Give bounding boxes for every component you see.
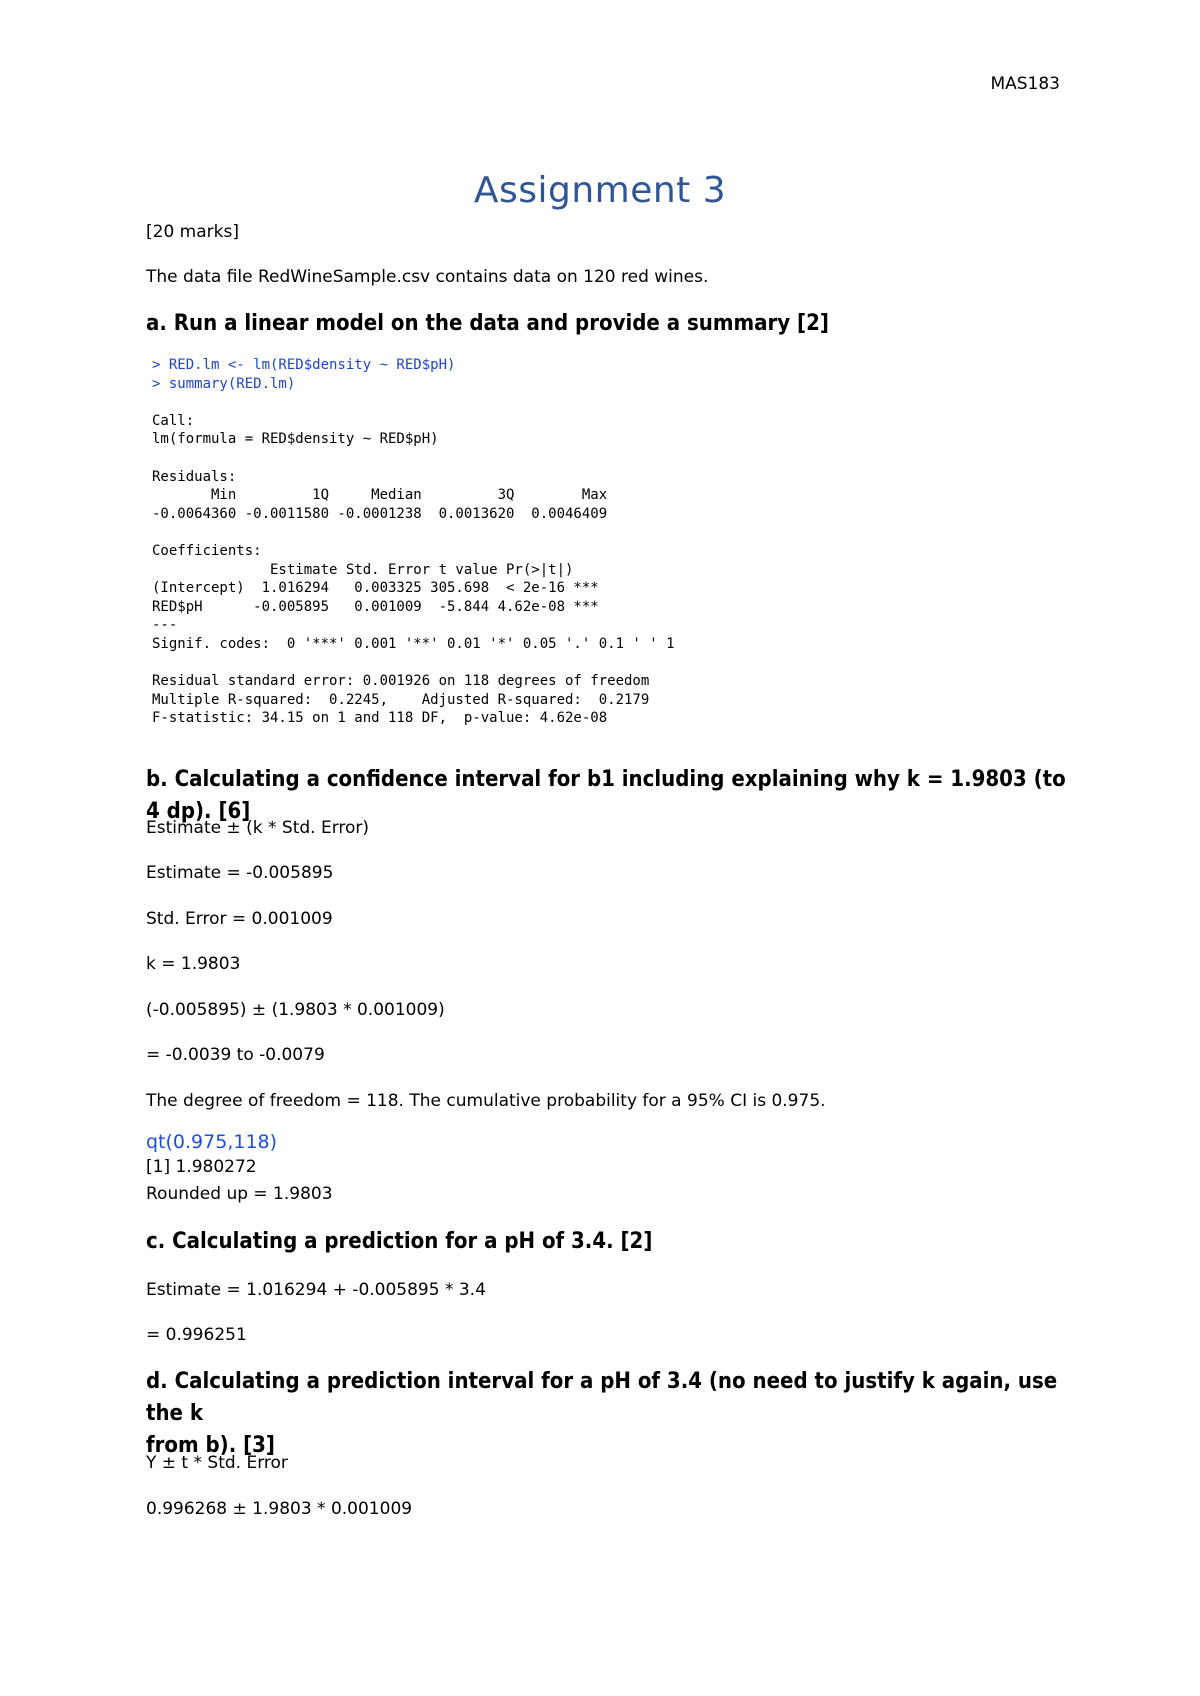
r-output-line: Signif. codes: 0 '***' 0.001 '**' 0.01 '*' 0.05 '.' 0.1 ' ' 1: [152, 635, 675, 652]
r-output-line: Multiple R-squared: 0.2245, Adjusted R-squared: 0.2179: [152, 691, 658, 708]
section-c-heading: c. Calculating a prediction for a pH of 3.4. [2]: [146, 1229, 653, 1254]
rounded-value: Rounded up = 1.9803: [146, 1184, 333, 1204]
section-a-heading-block: [146, 308, 1086, 340]
r-output-line: RED$pH -0.005895 0.001009 -5.844 4.62e-08 ***: [152, 598, 599, 615]
std-error-value: Std. Error = 0.001009: [146, 909, 333, 929]
section-d-heading-block: [146, 1366, 1086, 1462]
r-output-line: [152, 393, 1092, 412]
r-output-line: Estimate Std. Error t value Pr(>|t|): [152, 561, 608, 578]
r-output-line: Coefficients:: [152, 542, 262, 559]
r-output-line: [152, 523, 1092, 542]
section-a-heading: a. Run a linear model on the data and provide a summary [2]: [146, 311, 829, 336]
prediction-result: = 0.996251: [146, 1325, 247, 1345]
qt-output: [1] 1.980272: [146, 1157, 257, 1177]
r-output-line: Call:: [152, 412, 195, 429]
r-output-line: [152, 449, 1092, 468]
section-d-heading-line1: d. Calculating a prediction interval for a pH of 3.4 (no need to justify k again, use the k: [146, 1369, 1058, 1426]
pi-substitution: 0.996268 ± 1.9803 * 0.001009: [146, 1499, 413, 1519]
r-output-line: [152, 654, 1092, 673]
prediction-formula: Estimate = 1.016294 + -0.005895 * 3.4: [146, 1280, 486, 1300]
qt-block: [146, 1130, 1086, 1208]
r-console-output: [152, 356, 1092, 728]
intro-paragraph: [146, 266, 1086, 288]
r-output-line: Residual standard error: 0.001926 on 118 degrees of freedom: [152, 673, 650, 690]
r-output-line: lm(formula = RED$density ~ RED$pH): [152, 431, 439, 448]
r-output-line: (Intercept) 1.016294 0.003325 305.698 < 2e-16 ***: [152, 580, 599, 597]
intro-text: The data file RedWineSample.csv contains data on 120 red wines.: [146, 267, 709, 287]
r-command-line: > summary(RED.lm): [152, 375, 296, 392]
ci-substitution: (-0.005895) ± (1.9803 * 0.001009): [146, 1000, 445, 1020]
section-c-heading-block: [146, 1226, 1086, 1258]
course-code: MAS183: [990, 74, 1060, 94]
section-d-heading-line2: from b). [3]: [146, 1433, 275, 1458]
section-b-heading: b. Calculating a confidence interval for b1 including explaining why k = 1.9803 (to 4 dp). [6]: [146, 767, 1066, 824]
r-output-line: F-statistic: 34.15 on 1 and 118 DF, p-value: 4.62e-08: [152, 710, 608, 727]
ci-result: = -0.0039 to -0.0079: [146, 1045, 325, 1065]
df-explanation: The degree of freedom = 118. The cumulative probability for a 95% CI is 0.975.: [146, 1091, 826, 1111]
estimate-value: Estimate = -0.005895: [146, 863, 334, 883]
r-output-line: -0.0064360 -0.0011580 -0.0001238 0.0013620 0.0046409: [152, 505, 616, 522]
marks-text: [20 marks]: [146, 222, 239, 242]
pi-formula: Y ± t * Std. Error: [146, 1453, 288, 1473]
r-command-line: > RED.lm <- lm(RED$density ~ RED$pH): [152, 357, 456, 373]
qt-command: qt(0.975,118): [146, 1131, 278, 1153]
ci-formula: Estimate ± (k * Std. Error): [146, 818, 370, 838]
page-title: Assignment 3: [473, 170, 727, 211]
r-output-line: Min 1Q Median 3Q Max: [152, 487, 616, 504]
k-value: k = 1.9803: [146, 954, 241, 974]
r-output-line: Residuals:: [152, 468, 237, 485]
marks-line: [146, 221, 1086, 243]
r-output-line: ---: [152, 617, 178, 634]
